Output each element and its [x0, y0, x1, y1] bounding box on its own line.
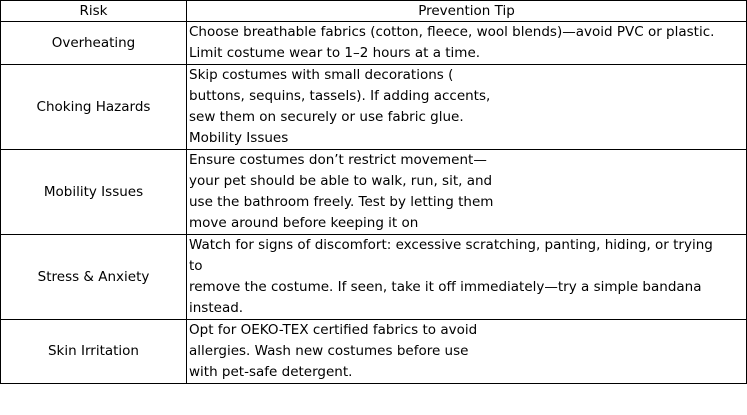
- tip-line: Limit costume wear to 1–2 hours at a time.: [189, 45, 481, 61]
- tip-cell: [187, 65, 747, 150]
- table-row: [1, 65, 747, 150]
- tip-line: Mobility Issues: [189, 130, 289, 146]
- tip-line: use the bathroom freely. Test by letting them: [189, 194, 494, 210]
- tip-cell: [187, 22, 747, 65]
- tip-line: Opt for OEKO-TEX certified fabrics to avoid: [189, 322, 478, 338]
- tip-cell: [187, 235, 747, 320]
- header-prevention-tip: Prevention Tip: [187, 1, 747, 22]
- table-row: [1, 150, 747, 235]
- header-row: [1, 1, 747, 22]
- table-row: [1, 22, 747, 65]
- tip-line: allergies. Wash new costumes before use: [189, 343, 469, 359]
- tip-line: Skip costumes with small decorations (: [189, 67, 454, 83]
- risk-cell: Stress & Anxiety: [1, 235, 187, 320]
- tip-line: instead.: [189, 300, 244, 316]
- table-row: [1, 320, 747, 384]
- tip-line: Choose breathable fabrics (cotton, fleece, wool blends)—avoid PVC or plastic.: [189, 24, 715, 40]
- tip-line: Watch for signs of discomfort: excessive scratching, panting, hiding, or trying: [189, 237, 713, 253]
- risk-cell: Mobility Issues: [1, 150, 187, 235]
- tip-line: Ensure costumes don’t restrict movement—: [189, 152, 487, 168]
- tip-line: move around before keeping it on: [189, 215, 419, 231]
- risk-cell: Skin Irritation: [1, 320, 187, 384]
- header-risk: Risk: [1, 1, 187, 22]
- tip-line: to: [189, 258, 203, 274]
- tip-line: sew them on securely or use fabric glue.: [189, 109, 464, 125]
- tip-cell: [187, 150, 747, 235]
- tip-cell: [187, 320, 747, 384]
- tip-line: buttons, sequins, tassels). If adding accents,: [189, 88, 491, 104]
- tip-line: remove the costume. If seen, take it off immediately—try a simple bandana: [189, 279, 702, 295]
- tip-line: with pet-safe detergent.: [189, 364, 353, 380]
- tip-line: your pet should be able to walk, run, sit, and: [189, 173, 493, 189]
- risk-cell: Overheating: [1, 22, 187, 65]
- table-row: [1, 235, 747, 320]
- risk-cell: Choking Hazards: [1, 65, 187, 150]
